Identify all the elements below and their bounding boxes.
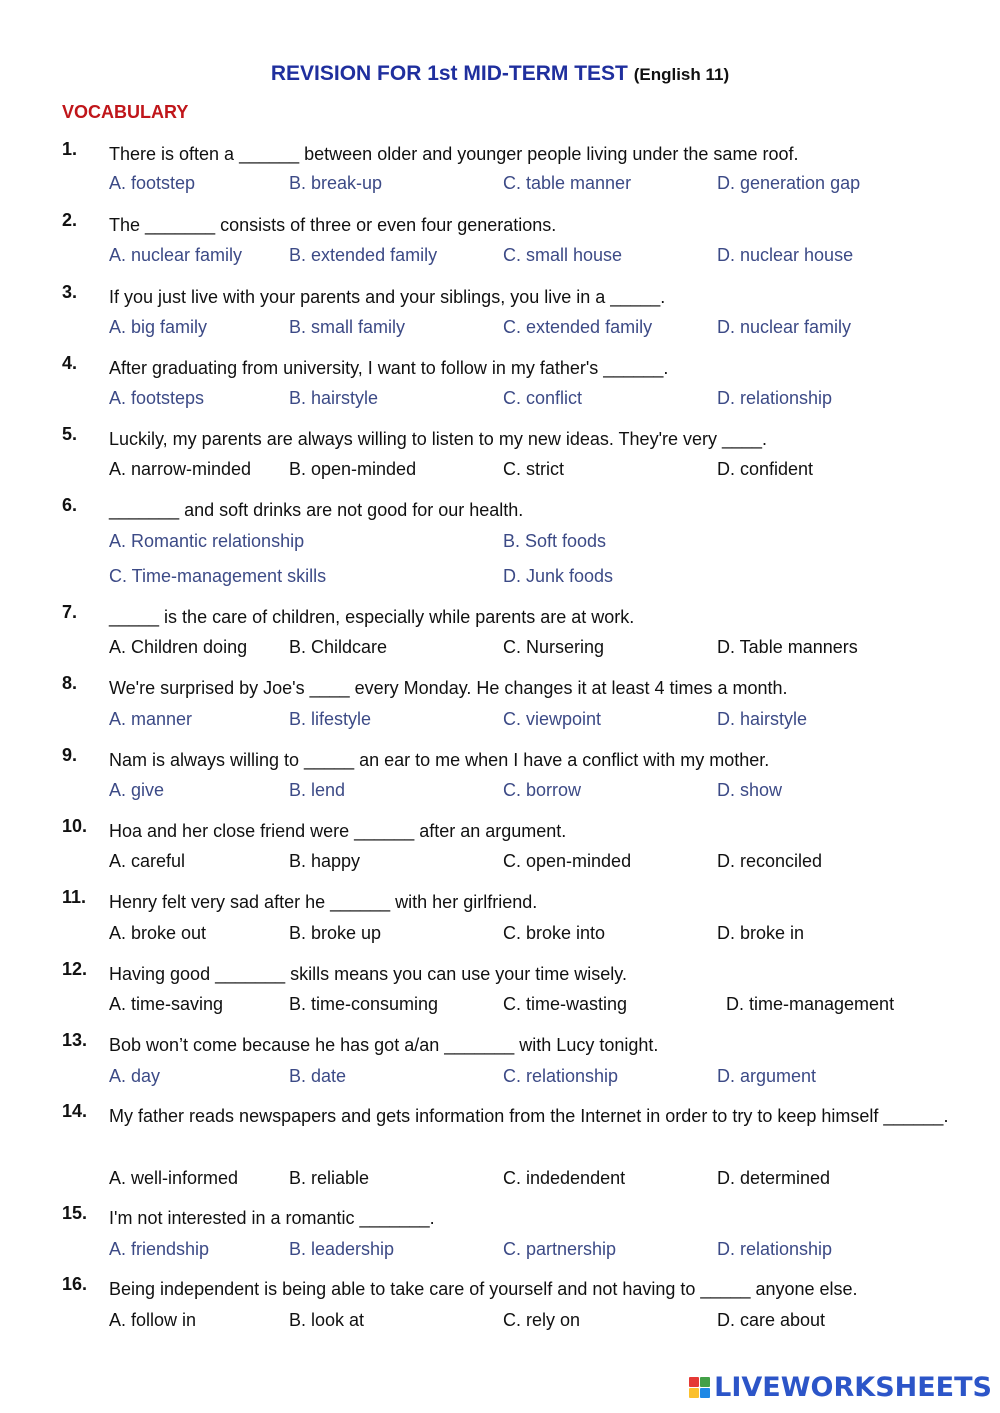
answer-options	[0, 637, 1000, 663]
answer-option[interactable]: D. generation gap	[717, 173, 861, 193]
answer-option[interactable]: D. nuclear family	[717, 317, 852, 337]
answer-option[interactable]: B. small family	[289, 317, 406, 337]
answer-option[interactable]: A. Children doing	[109, 637, 248, 657]
answer-options	[0, 459, 1000, 485]
question-number: 5.	[62, 424, 78, 444]
answer-option[interactable]: C. small house	[503, 245, 623, 265]
answer-option[interactable]: B. date	[289, 1066, 347, 1086]
answer-option[interactable]: C. open-minded	[503, 851, 632, 871]
answer-option[interactable]: B. time-consuming	[289, 994, 439, 1014]
answer-option[interactable]: B. look at	[289, 1310, 365, 1330]
answer-option[interactable]: C. relationship	[503, 1066, 619, 1086]
answer-options	[0, 1310, 1000, 1336]
question-text: Having good _______ skills means you can use your time wisely.	[109, 964, 627, 984]
question-number: 3.	[62, 282, 78, 302]
title-subtitle: (English 11)	[633, 65, 730, 84]
answer-options	[0, 245, 1000, 271]
answer-option[interactable]: B. broke up	[289, 923, 382, 943]
answer-option[interactable]: A. Romantic relationship	[109, 531, 305, 551]
question-text: Nam is always willing to _____ an ear to me when I have a conflict with my mother.	[109, 750, 770, 770]
answer-option[interactable]: C. indedendent	[503, 1168, 626, 1188]
answer-options	[0, 388, 1000, 414]
question-text: Hoa and her close friend were ______ after an argument.	[109, 821, 567, 841]
answer-option[interactable]: A. follow in	[109, 1310, 197, 1330]
answer-options	[0, 566, 1000, 592]
answer-options	[0, 780, 1000, 806]
answer-option[interactable]: C. borrow	[503, 780, 582, 800]
answer-option[interactable]: C. time-wasting	[503, 994, 628, 1014]
answer-option[interactable]: B. hairstyle	[289, 388, 379, 408]
question-number: 1.	[62, 139, 78, 159]
answer-option[interactable]: D. hairstyle	[717, 709, 808, 729]
answer-options	[0, 923, 1000, 949]
question-number: 12.	[62, 959, 88, 979]
answer-option[interactable]: B. reliable	[289, 1168, 370, 1188]
answer-option[interactable]: D. reconciled	[717, 851, 823, 871]
answer-option[interactable]: B. Childcare	[289, 637, 388, 657]
question-text: We're surprised by Joe's ____ every Monday. He changes it at least 4 times a month.	[109, 678, 788, 698]
question-number: 9.	[62, 745, 78, 765]
answer-option[interactable]: D. Junk foods	[503, 566, 614, 586]
title-main: REVISION FOR 1st MID-TERM TEST	[270, 62, 628, 85]
answer-option[interactable]: A. big family	[109, 317, 208, 337]
answer-option[interactable]: C. Time-management skills	[109, 566, 327, 586]
answer-option[interactable]: D. show	[717, 780, 783, 800]
answer-option[interactable]: C. Nursering	[503, 637, 605, 657]
question-text: _______ and soft drinks are not good for our health.	[109, 500, 524, 520]
answer-option[interactable]: A. friendship	[109, 1239, 210, 1259]
answer-options	[0, 531, 1000, 557]
answer-option[interactable]: D. confident	[717, 459, 814, 479]
answer-option[interactable]: D. nuclear house	[717, 245, 854, 265]
answer-option[interactable]: D. argument	[717, 1066, 817, 1086]
question-number: 14.	[62, 1101, 88, 1121]
answer-option[interactable]: A. day	[109, 1066, 161, 1086]
question-text: Being independent is being able to take care of yourself and not having to _____ anyone else.	[109, 1279, 858, 1299]
question-number: 16.	[62, 1274, 88, 1294]
logo-text: LIVEWORKSHEETS	[714, 1372, 992, 1403]
section-heading: VOCABULARY	[62, 102, 189, 122]
question-number: 15.	[62, 1203, 88, 1223]
question-number: 2.	[62, 210, 78, 230]
answer-option[interactable]: C. strict	[503, 459, 564, 479]
question-text: _____ is the care of children, especially while parents are at work.	[109, 607, 635, 627]
answer-option[interactable]: C. rely on	[503, 1310, 581, 1330]
answer-option[interactable]: B. extended family	[289, 245, 438, 265]
answer-option[interactable]: D. care about	[717, 1310, 826, 1330]
answer-option[interactable]: B. Soft foods	[503, 531, 607, 551]
answer-option[interactable]: C. conflict	[503, 388, 583, 408]
question-text: The _______ consists of three or even four generations.	[109, 215, 557, 235]
question-text: If you just live with your parents and your siblings, you live in a _____.	[109, 287, 666, 307]
answer-option[interactable]: B. break-up	[289, 173, 383, 193]
answer-option[interactable]: D. relationship	[717, 1239, 833, 1259]
question-number: 7.	[62, 602, 78, 622]
question-number: 10.	[62, 816, 88, 836]
answer-option[interactable]: C. broke into	[503, 923, 606, 943]
question-text: After graduating from university, I want to follow in my father's ______.	[109, 358, 669, 378]
answer-options	[0, 317, 1000, 343]
answer-option[interactable]: C. extended family	[503, 317, 653, 337]
question-number: 6.	[62, 495, 78, 515]
answer-option[interactable]: C. viewpoint	[503, 709, 602, 729]
question-number: 13.	[62, 1030, 88, 1050]
answer-option[interactable]: A. time-saving	[109, 994, 224, 1014]
question-text: I'm not interested in a romantic _______.	[109, 1208, 435, 1228]
answer-options	[0, 173, 1000, 199]
answer-option[interactable]: A. nuclear family	[109, 245, 243, 265]
page-title	[0, 62, 1000, 86]
answer-option[interactable]: A. manner	[109, 709, 193, 729]
answer-option[interactable]: A. broke out	[109, 923, 207, 943]
answer-options	[0, 994, 1000, 1020]
answer-option[interactable]: A. narrow-minded	[109, 459, 252, 479]
liveworksheets-logo-icon	[689, 1377, 710, 1398]
answer-option[interactable]: A. footstep	[109, 173, 196, 193]
answer-options	[0, 1168, 1000, 1194]
answer-options	[0, 1066, 1000, 1092]
answer-option[interactable]: D. determined	[717, 1168, 831, 1188]
question-number: 11.	[62, 887, 87, 907]
answer-options	[0, 709, 1000, 735]
answer-option[interactable]: B. lend	[289, 780, 346, 800]
question-text: Luckily, my parents are always willing to listen to my new ideas. They're very ____.	[109, 429, 768, 449]
answer-options	[0, 1239, 1000, 1265]
answer-option[interactable]: D. broke in	[717, 923, 805, 943]
liveworksheets-logo	[689, 1372, 992, 1403]
question-text: There is often a ______ between older and younger people living under the same roof.	[109, 144, 799, 164]
question-text: Henry felt very sad after he ______ with her girlfriend.	[109, 892, 538, 912]
answer-option[interactable]: A. careful	[109, 851, 186, 871]
answer-option[interactable]: A. well-informed	[109, 1168, 239, 1188]
answer-option[interactable]: C. table manner	[503, 173, 632, 193]
answer-option[interactable]: B. happy	[289, 851, 361, 871]
answer-options	[0, 851, 1000, 877]
question-text: My father reads newspapers and gets information from the Internet in order to try to keep himself ______.	[109, 1106, 949, 1126]
answer-option[interactable]: B. open-minded	[289, 459, 417, 479]
answer-option[interactable]: D. relationship	[717, 388, 833, 408]
answer-option[interactable]: D. Table manners	[717, 637, 858, 657]
answer-option[interactable]: B. lifestyle	[289, 709, 372, 729]
question-number: 8.	[62, 673, 78, 693]
answer-option[interactable]: A. give	[109, 780, 165, 800]
question-text: Bob won’t come because he has got a/an _______ with Lucy tonight.	[109, 1035, 659, 1055]
answer-option[interactable]: C. partnership	[503, 1239, 617, 1259]
question-number: 4.	[62, 353, 78, 373]
answer-option[interactable]: B. leadership	[289, 1239, 395, 1259]
answer-option[interactable]: A. footsteps	[109, 388, 205, 408]
answer-option[interactable]: D. time-management	[726, 994, 895, 1014]
